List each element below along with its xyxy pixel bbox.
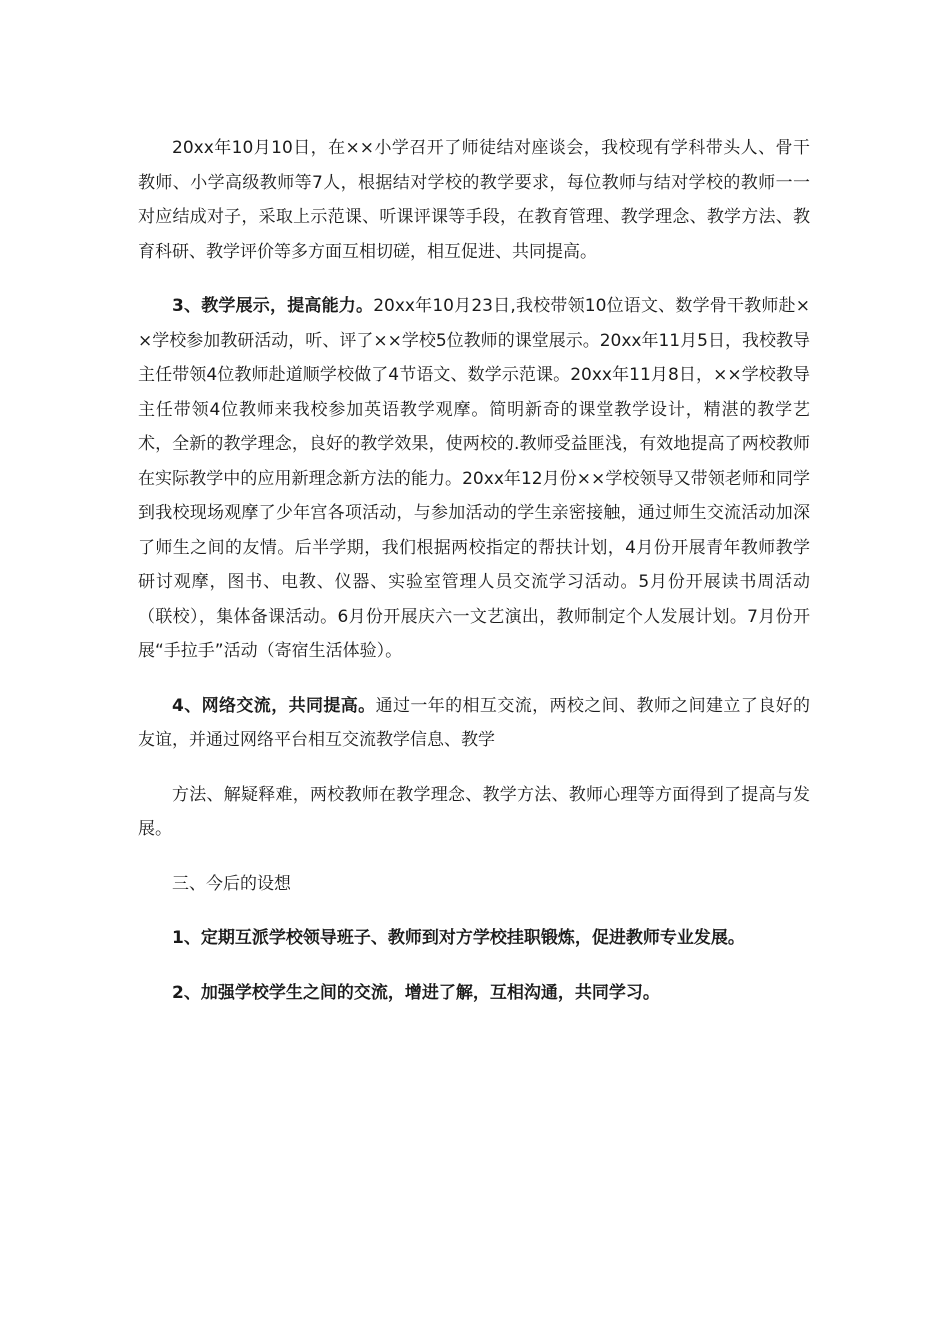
plan-item-1: 1、定期互派学校领导班子、教师到对方学校挂职锻炼，促进教师专业发展。: [172, 928, 745, 948]
body-network-exchange: 通过一年的相互交流，两校之间、教师之间建立了良好的友谊，并通过网络平台相互交流教学信息、教学: [138, 695, 811, 750]
document-page: [138, 131, 810, 1010]
plan-item-2: 2、加强学校学生之间的交流，增进了解，互相沟通，共同学习。: [172, 982, 660, 1003]
paragraph-network-exchange: [138, 689, 810, 758]
paragraph-mentoring-meeting: 20xx年10月10日，在××小学召开了师徒结对座谈会，我校现有学科带头人、骨干教师、小学高级教师等7人，根据结对学校的教学要求，每位教师与结对学校的教师一一对应结成对子，采取上示范课、听课评课等手段，在教育管理、教学理念、教学方法、教育科研、教学评价等多方面互相切磋，相互促进、共同提高。: [138, 138, 810, 262]
heading-network-exchange: 4、网络交流，共同提高。: [172, 695, 376, 716]
paragraph-teaching-showcase: [138, 289, 810, 669]
body-teaching-showcase: 20xx年10月23日,我校带领10位语文、数学骨干教师赴××学校参加教研活动，听、评了××学校5位教师的课堂展示。20xx年11月5日，我校教导主任带领4位教师赴道顺学校做了4节语文、数学示范课。20xx年11月8日，××学校教导主任带领4位教师来我校参加英语教学观摩。简明新奇的课堂教学设计，精湛的教学艺术，全新的教学理念，良好的教学效果，使两校的.教师受益匪浅，有效地提高了两校教师在实际教学中的应用新理念新方法的能力。20xx年12月份××学校领导又带领老师和同学到我校现场观摩了少年宫各项活动，与参加活动的学生亲密接触，通过师生交流活动加深了师生之间的友情。后半学期，我们根据两校指定的帮扶计划，4月份开展青年教师教学研讨观摩，图书、电教、仪器、实验室管理人员交流学习活动。5月份开展读书周活动（联校），集体备课活动。6月份开展庆六一文艺演出，教师制定个人发展计划。7月份开展“手拉手”活动（寄宿生活体验）。: [138, 296, 811, 661]
section-heading-future-plans: 三、今后的设想: [172, 873, 291, 894]
heading-teaching-showcase: 3、教学展示，提高能力。: [172, 296, 374, 316]
paragraph-network-exchange-cont: 方法、解疑释难，两校教师在教学理念、教学方法、教师心理等方面得到了提高与发展。: [138, 784, 810, 839]
